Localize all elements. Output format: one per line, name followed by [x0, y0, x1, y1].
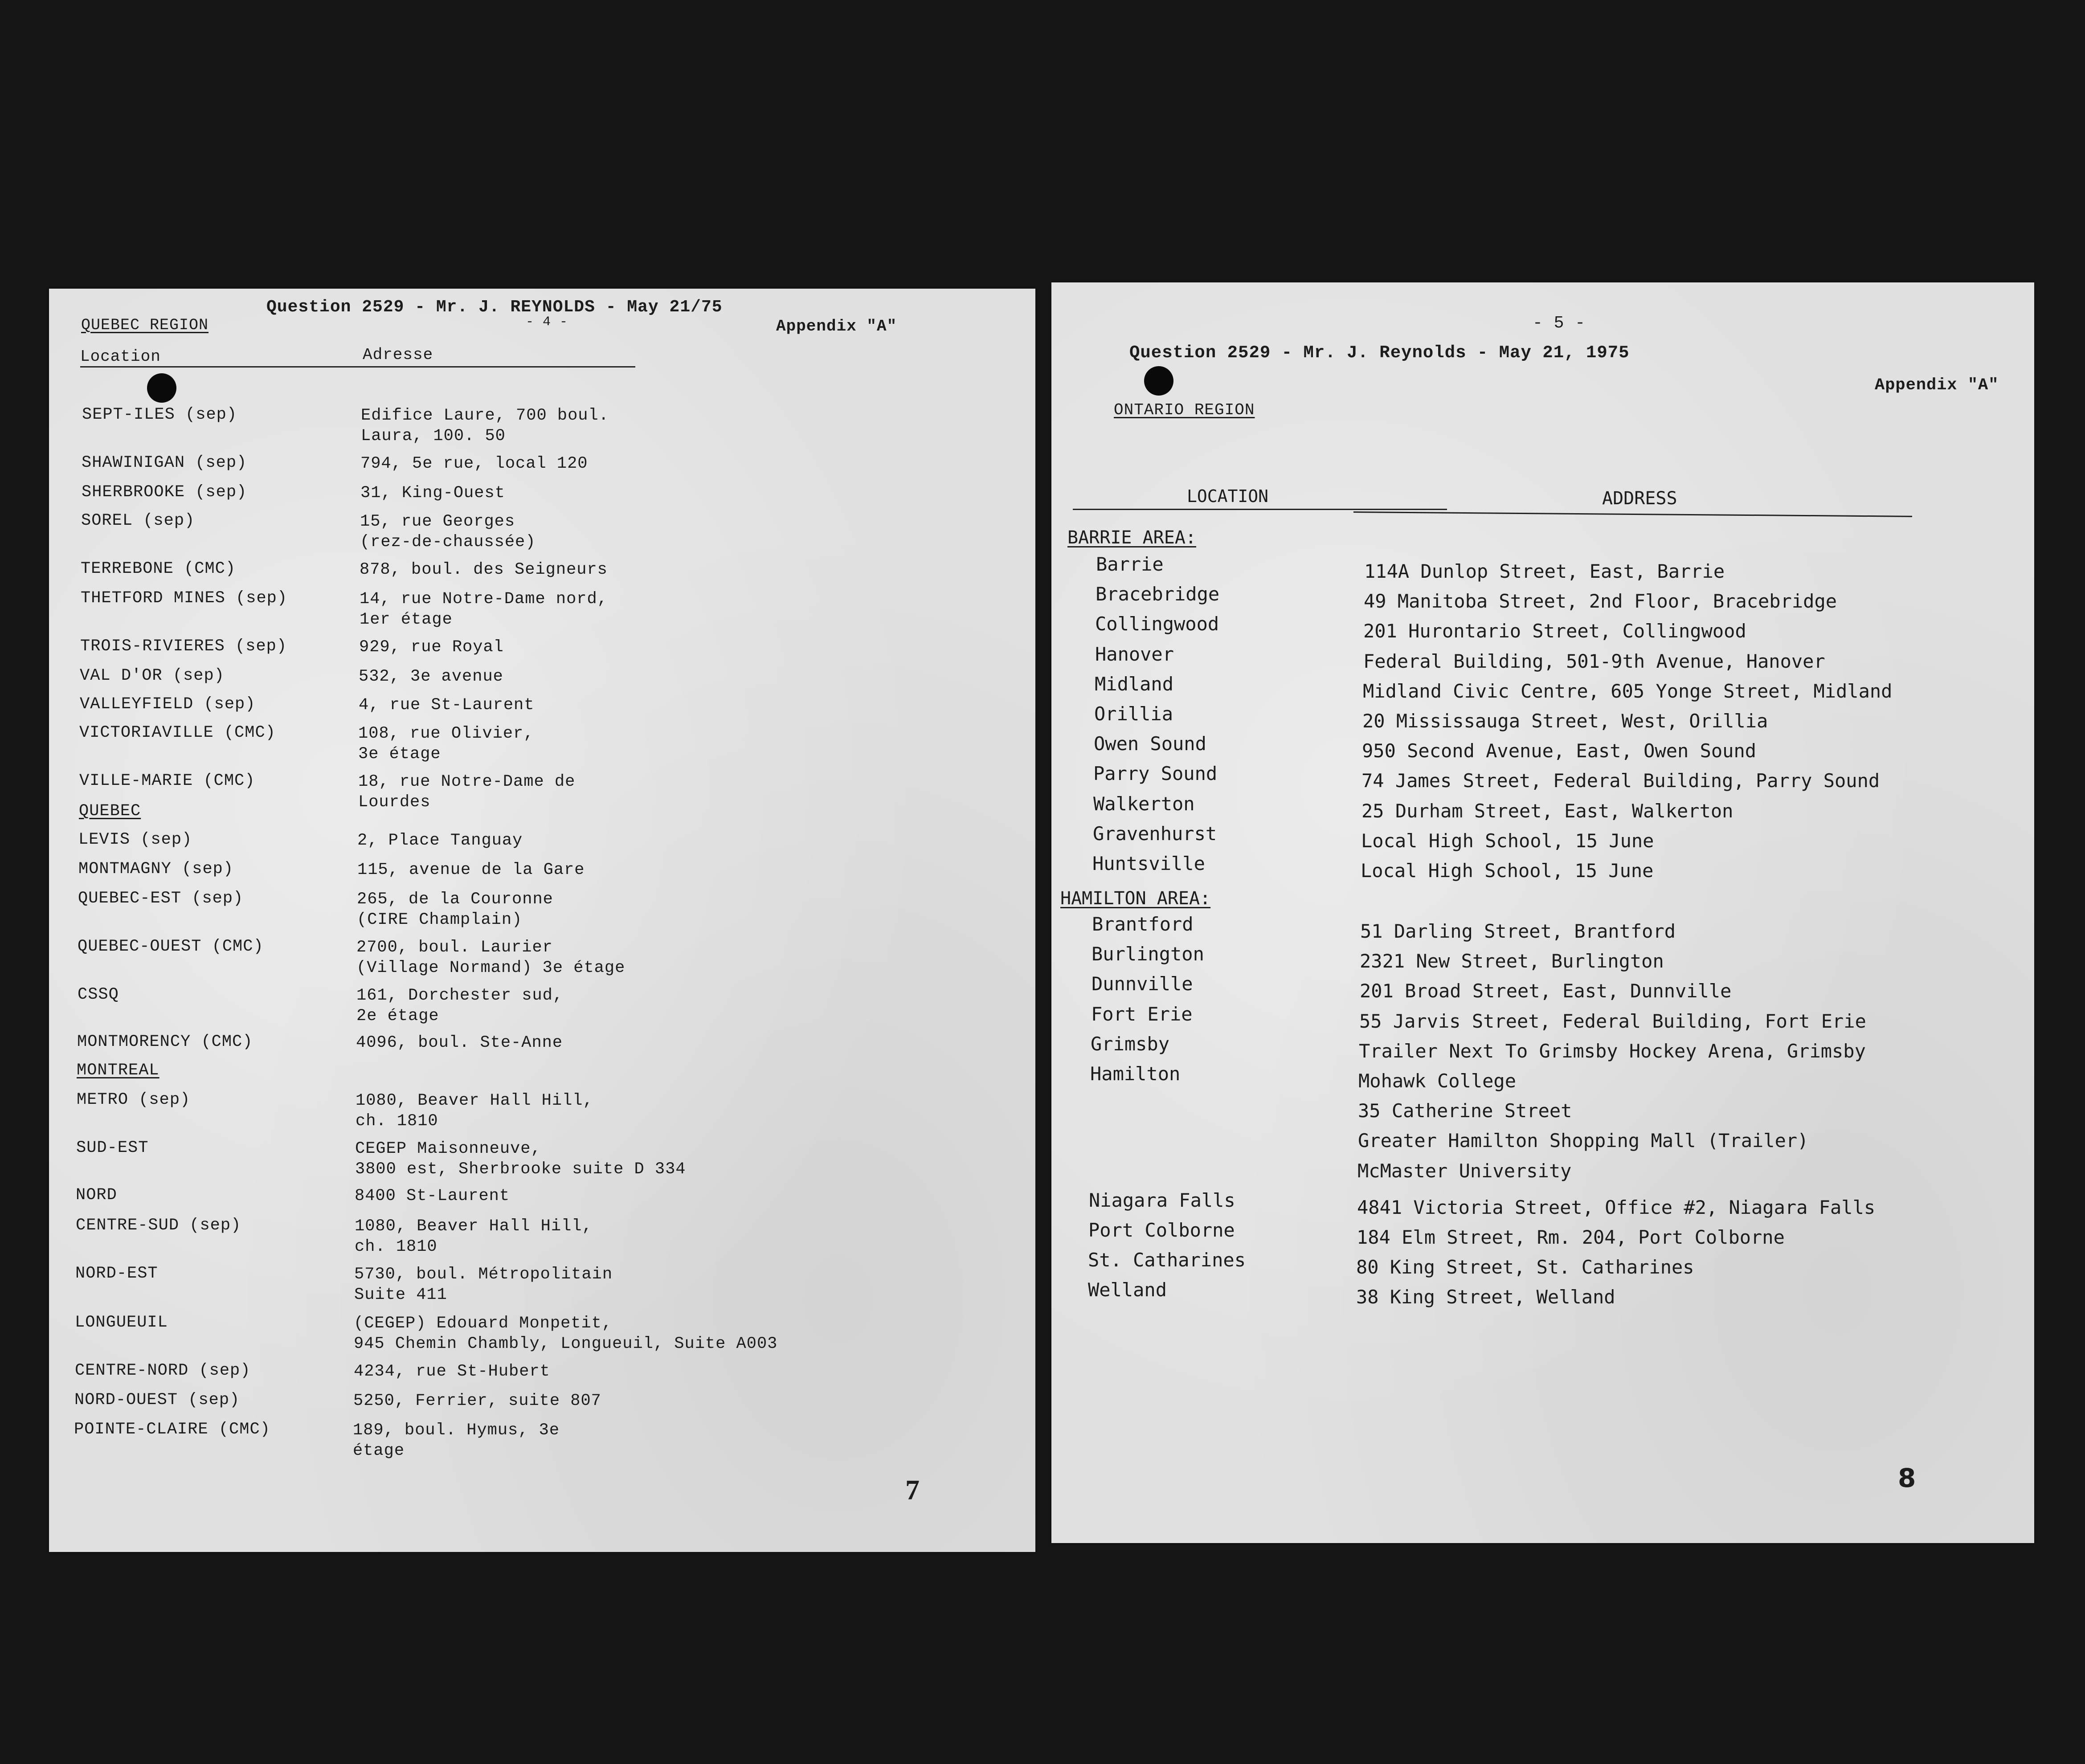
location-cell: Hamilton	[1090, 1063, 1181, 1085]
address-cell	[353, 1420, 560, 1461]
location-cell: Welland	[1088, 1279, 1167, 1301]
address-cell: 38 King Street, Welland	[1356, 1286, 1615, 1308]
address-line: 5730, boul. Métropolitain	[354, 1265, 613, 1284]
address-cell: 35 Catherine Street	[1358, 1100, 1572, 1122]
page-number: 8	[1898, 1463, 1916, 1493]
address-line: 5250, Ferrier, suite 807	[353, 1392, 601, 1410]
page-number: 7	[905, 1474, 920, 1506]
address-cell	[361, 405, 609, 446]
address-line: 929, rue Royal	[359, 638, 504, 657]
header-rule	[80, 366, 635, 368]
page-marker: - 4 -	[526, 314, 568, 330]
address-line: étage	[353, 1441, 405, 1460]
address-cell	[354, 1264, 613, 1305]
section-heading: MONTREAL	[77, 1061, 159, 1080]
location-cell: Midland	[1095, 673, 1174, 695]
location-cell: TROIS-RIVIERES (sep)	[80, 637, 287, 656]
appendix-label: Appendix "A"	[776, 317, 897, 335]
address-cell	[356, 985, 563, 1026]
address-cell	[354, 1313, 777, 1354]
address-cell	[353, 1391, 601, 1411]
header-rule-location	[1073, 509, 1447, 510]
address-cell: Local High School, 15 June	[1361, 860, 1654, 882]
address-cell	[357, 860, 585, 880]
address-line: 18, rue Notre-Dame de	[358, 772, 576, 791]
address-line: 2, Place Tanguay	[357, 831, 523, 850]
address-cell	[356, 1033, 563, 1053]
address-cell: Local High School, 15 June	[1361, 829, 1654, 852]
location-cell: SHAWINIGAN (sep)	[82, 453, 247, 472]
region-title: QUEBEC REGION	[81, 316, 209, 334]
location-cell: SOREL (sep)	[81, 511, 195, 530]
address-line: Lourdes	[358, 793, 431, 812]
location-cell: VILLE-MARIE (CMC)	[79, 772, 255, 790]
location-cell: Huntsville	[1092, 853, 1205, 874]
address-cell: 2321 New Street, Burlington	[1360, 950, 1664, 972]
address-cell	[360, 559, 608, 580]
location-cell: SEPT-ILES (sep)	[82, 405, 237, 424]
address-line: 4, rue St-Laurent	[359, 696, 535, 715]
address-cell	[355, 1139, 686, 1180]
location-cell: CENTRE-NORD (sep)	[75, 1361, 251, 1380]
location-cell: VICTORIAVILLE (CMC)	[79, 723, 276, 742]
address-cell: 201 Broad Street, East, Dunnville	[1360, 980, 1732, 1002]
address-cell	[359, 695, 534, 715]
question-header: Question 2529 - Mr. J. REYNOLDS - May 21/75	[266, 298, 723, 317]
address-cell	[357, 889, 553, 930]
address-cell	[354, 1361, 550, 1382]
address-line: 2e étage	[356, 1007, 439, 1025]
location-cell: Fort Erie	[1091, 1003, 1193, 1025]
location-cell: Burlington	[1092, 943, 1204, 965]
address-cell	[355, 1216, 593, 1257]
address-cell: 184 Elm Street, Rm. 204, Port Colborne	[1357, 1226, 1785, 1248]
region-title: ONTARIO REGION	[1114, 401, 1255, 419]
address-line: Suite 411	[354, 1286, 447, 1304]
location-cell: MONTMORENCY (CMC)	[77, 1033, 253, 1051]
address-line: Edifice Laure, 700 boul.	[361, 406, 609, 425]
address-cell	[358, 723, 534, 764]
location-cell: Port Colborne	[1088, 1219, 1235, 1241]
punch-hole	[1144, 366, 1173, 396]
address-line: 794, 5e rue, local 120	[360, 454, 588, 473]
address-line: 532, 3e avenue	[359, 667, 503, 686]
address-cell: Midland Civic Centre, 605 Yonge Street, Midland	[1363, 680, 1893, 702]
location-cell: TERREBONE (CMC)	[81, 559, 236, 578]
address-cell: 950 Second Avenue, East, Owen Sound	[1362, 740, 1757, 762]
location-cell: LONGUEUIL	[75, 1313, 168, 1332]
location-cell: Parry Sound	[1093, 763, 1218, 785]
address-line: 31, King-Ouest	[360, 484, 505, 502]
question-header: Question 2529 - Mr. J. Reynolds - May 21, 1975	[1129, 343, 1630, 363]
location-cell: Grimsby	[1091, 1033, 1170, 1055]
address-line: ch. 1810	[356, 1112, 438, 1131]
location-cell: VALLEYFIELD (sep)	[80, 695, 256, 714]
address-cell: McMaster University	[1357, 1160, 1572, 1182]
location-cell: POINTE-CLAIRE (CMC)	[74, 1420, 270, 1439]
location-cell: QUEBEC-EST (sep)	[78, 889, 244, 908]
address-cell	[356, 1090, 593, 1131]
address-cell: 49 Manitoba Street, 2nd Floor, Bracebridge	[1364, 590, 1837, 612]
location-cell: NORD	[76, 1186, 117, 1205]
punch-hole	[147, 373, 176, 403]
appendix-label: Appendix "A"	[1875, 376, 1999, 395]
address-line: (rez-de-chaussée)	[360, 533, 536, 551]
address-line: 14, rue Notre-Dame nord,	[360, 590, 608, 608]
address-line: 945 Chemin Chambly, Longueuil, Suite A003	[354, 1335, 778, 1353]
address-line: (CEGEP) Edouard Monpetit,	[354, 1314, 613, 1333]
address-cell	[360, 453, 588, 474]
address-cell	[359, 637, 504, 657]
address-line: 265, de la Couronne	[357, 890, 553, 909]
address-cell	[360, 589, 608, 630]
address-line: 161, Dorchester sud,	[356, 986, 564, 1005]
address-line: 189, boul. Hymus, 3e	[353, 1421, 560, 1440]
location-cell: Barrie	[1096, 553, 1164, 575]
header-rule-address	[1353, 511, 1912, 517]
address-cell	[359, 666, 503, 687]
location-cell: NORD-OUEST (sep)	[74, 1391, 240, 1409]
location-cell: St. Catharines	[1088, 1249, 1246, 1271]
address-cell: Federal Building, 501-9th Avenue, Hanover	[1363, 650, 1825, 672]
location-cell: Hanover	[1095, 643, 1174, 665]
location-cell: Gravenhurst	[1093, 822, 1217, 845]
location-cell: NORD-EST	[75, 1264, 158, 1283]
address-line: Laura, 100. 50	[361, 427, 506, 445]
location-cell: Orillia	[1094, 703, 1173, 725]
column-header-address: ADDRESS	[1602, 488, 1677, 509]
address-line: 115, avenue de la Gare	[357, 861, 585, 879]
location-cell: Dunnville	[1092, 973, 1193, 995]
location-cell: Walkerton	[1093, 792, 1195, 815]
address-line: 108, rue Olivier,	[358, 724, 534, 743]
address-cell: 80 King Street, St. Catharines	[1356, 1256, 1694, 1278]
page-marker: - 5 -	[1533, 314, 1586, 333]
location-cell: CSSQ	[78, 985, 119, 1004]
address-line: 2700, boul. Laurier	[356, 938, 553, 957]
location-cell: THETFORD MINES (sep)	[81, 589, 288, 608]
address-cell	[355, 1186, 510, 1206]
address-cell	[356, 937, 625, 978]
document-page-left	[49, 289, 1035, 1552]
address-cell	[360, 511, 536, 552]
address-line: 15, rue Georges	[360, 512, 515, 531]
address-line: (CIRE Champlain)	[357, 911, 523, 929]
address-line: ch. 1810	[355, 1237, 437, 1256]
location-cell: MONTMAGNY (sep)	[78, 860, 234, 878]
location-cell: Brantford	[1092, 913, 1194, 935]
address-line: (Village Normand) 3e étage	[356, 959, 626, 977]
document-page-right	[1051, 282, 2034, 1543]
address-cell	[358, 772, 575, 813]
location-cell: VAL D'OR (sep)	[80, 666, 225, 685]
address-line: 4234, rue St-Hubert	[354, 1362, 550, 1381]
address-cell: 25 Durham Street, East, Walkerton	[1361, 800, 1733, 822]
address-line: 3800 est, Sherbrooke suite D 334	[355, 1160, 686, 1179]
location-cell: QUEBEC-OUEST (CMC)	[78, 937, 264, 956]
address-cell: 51 Darling Street, Brantford	[1360, 920, 1676, 942]
address-line: CEGEP Maisonneuve,	[355, 1139, 541, 1158]
location-cell: SHERBROOKE (sep)	[82, 483, 247, 502]
address-cell: Greater Hamilton Shopping Mall (Trailer)	[1358, 1130, 1809, 1152]
address-cell: 114A Dunlop Street, East, Barrie	[1364, 560, 1725, 582]
address-line: 1er étage	[360, 610, 453, 629]
location-cell: Owen Sound	[1094, 733, 1206, 755]
area-heading: HAMILTON AREA:	[1060, 888, 1211, 909]
address-cell: 20 Mississauga Street, West, Orillia	[1362, 710, 1768, 732]
address-cell: 74 James Street, Federal Building, Parry Sound	[1361, 770, 1880, 792]
location-cell: LEVIS (sep)	[78, 830, 192, 849]
address-cell: 4841 Victoria Street, Office #2, Niagara Falls	[1357, 1196, 1876, 1218]
address-cell: 201 Hurontario Street, Collingwood	[1363, 620, 1746, 642]
address-cell: Mohawk College	[1358, 1070, 1517, 1092]
location-cell: CENTRE-SUD (sep)	[76, 1216, 241, 1235]
address-line: 1080, Beaver Hall Hill,	[355, 1217, 593, 1236]
address-line: 8400 St-Laurent	[355, 1187, 510, 1205]
column-header-address: Adresse	[363, 346, 433, 364]
address-line: 1080, Beaver Hall Hill,	[356, 1091, 593, 1110]
address-line: 3e étage	[358, 745, 441, 764]
address-cell: Trailer Next To Grimsby Hockey Arena, Grimsby	[1359, 1040, 1866, 1062]
location-cell: SUD-EST	[76, 1139, 149, 1157]
address-cell	[357, 830, 523, 851]
address-cell: 55 Jarvis Street, Federal Building, Fort Erie	[1359, 1010, 1866, 1032]
column-header-location: Location	[80, 347, 161, 366]
address-cell	[360, 483, 505, 503]
area-heading: BARRIE AREA:	[1067, 527, 1196, 548]
location-cell: Collingwood	[1095, 613, 1219, 635]
location-cell: Niagara Falls	[1089, 1189, 1235, 1211]
location-cell: METRO (sep)	[77, 1090, 191, 1109]
address-line: 4096, boul. Ste-Anne	[356, 1033, 563, 1052]
location-cell: Bracebridge	[1096, 583, 1220, 605]
section-heading: QUEBEC	[79, 802, 141, 821]
column-header-location: LOCATION	[1187, 486, 1269, 506]
address-line: 878, boul. des Seigneurs	[360, 560, 608, 579]
